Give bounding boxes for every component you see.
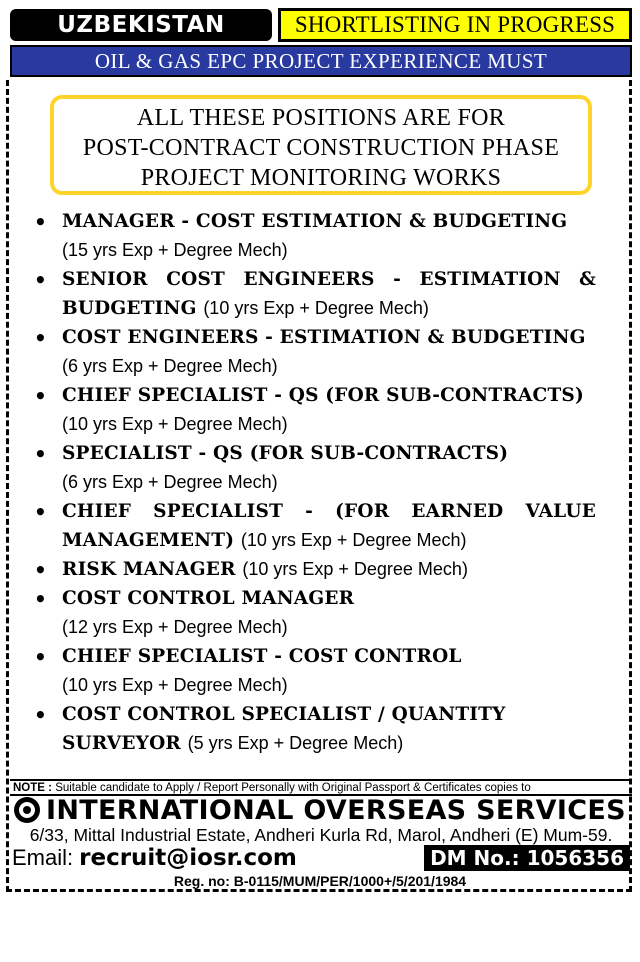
position-item (28, 584, 596, 642)
position-title: MANAGER - COST ESTIMATION & BUDGETING (62, 211, 568, 232)
position-item (28, 497, 596, 555)
bullet-icon: • (34, 384, 47, 408)
email-label: Email: (12, 845, 74, 870)
bullet-icon: • (34, 442, 47, 466)
position-title: RISK MANAGER (62, 559, 236, 580)
company-row (14, 794, 630, 826)
email-link[interactable]: recruit@iosr.com (79, 845, 297, 871)
notice-line: ALL THESE POSITIONS ARE FOR (136, 105, 506, 131)
requirement-banner: OIL & GAS EPC PROJECT EXPERIENCE MUST (10, 45, 632, 77)
note-text: Suitable candidate to Apply / Report Personally with Original Passport & Certificates copies to (55, 782, 531, 794)
company-name: INTERNATIONAL OVERSEAS SERVICES (46, 794, 626, 826)
contact-row (12, 843, 630, 873)
registration-line (0, 873, 640, 889)
globe-logo-icon (14, 797, 40, 823)
bullet-icon: • (34, 326, 47, 350)
position-experience: (10 yrs Exp + Degree Mech) (62, 414, 288, 434)
bullet-icon: • (34, 210, 47, 234)
position-item (28, 700, 596, 758)
position-item (28, 642, 596, 700)
bullet-icon: • (34, 500, 47, 524)
position-title: CHIEF SPECIALIST - (FOR EARNED VALUE MANAGEMENT) (62, 501, 596, 551)
registration-number: Reg. no: B-0115/MUM/PER/1000+/5/201/1984 (168, 873, 472, 889)
position-experience: (15 yrs Exp + Degree Mech) (62, 240, 288, 260)
bullet-icon: • (34, 268, 47, 292)
position-experience: (5 yrs Exp + Degree Mech) (187, 733, 404, 753)
position-experience: (10 yrs Exp + Degree Mech) (240, 530, 467, 550)
country-label: UZBEKISTAN (10, 9, 272, 41)
position-item (28, 207, 596, 265)
position-title: COST ENGINEERS - ESTIMATION & BUDGETING (62, 327, 586, 348)
position-experience: (12 yrs Exp + Degree Mech) (62, 617, 288, 637)
position-experience: (10 yrs Exp + Degree Mech) (242, 559, 468, 579)
position-title: CHIEF SPECIALIST - QS (FOR SUB-CONTRACTS) (62, 385, 584, 406)
bullet-icon: • (34, 645, 47, 669)
position-experience: (10 yrs Exp + Degree Mech) (62, 675, 288, 695)
position-experience: (6 yrs Exp + Degree Mech) (62, 472, 278, 492)
bullet-icon: • (34, 558, 47, 582)
position-item (28, 265, 596, 323)
notice-line: PROJECT MONITORING WORKS (140, 165, 502, 191)
position-experience: (10 yrs Exp + Degree Mech) (203, 298, 429, 318)
positions-list (28, 207, 596, 758)
status-badge: SHORTLISTING IN PROGRESS (278, 8, 632, 42)
company-address: 6/33, Mittal Industrial Estate, Andheri Kurla Rd, Marol, Andheri (E) Mum-59. (29, 825, 613, 845)
position-item (28, 555, 596, 584)
dm-number-badge: DM No.: 1056356 (424, 845, 630, 871)
position-title: COST CONTROL SPECIALIST / QUANTITY SURVEYOR (62, 704, 506, 754)
position-title: CHIEF SPECIALIST - COST CONTROL (62, 646, 462, 667)
position-item (28, 381, 596, 439)
position-experience: (6 yrs Exp + Degree Mech) (62, 356, 278, 376)
notice-line: POST-CONTRACT CONSTRUCTION PHASE (82, 135, 560, 161)
bullet-icon: • (34, 703, 47, 727)
position-title: SPECIALIST - QS (FOR SUB-CONTRACTS) (62, 443, 509, 464)
position-title: COST CONTROL MANAGER (62, 588, 355, 609)
position-item (28, 439, 596, 497)
phase-notice-box (50, 95, 592, 195)
note-label: NOTE : (13, 782, 52, 794)
position-item (28, 323, 596, 381)
bullet-icon: • (34, 587, 47, 611)
position-title: SENIOR COST ENGINEERS - ESTIMATION & BUDGETING (62, 269, 596, 319)
